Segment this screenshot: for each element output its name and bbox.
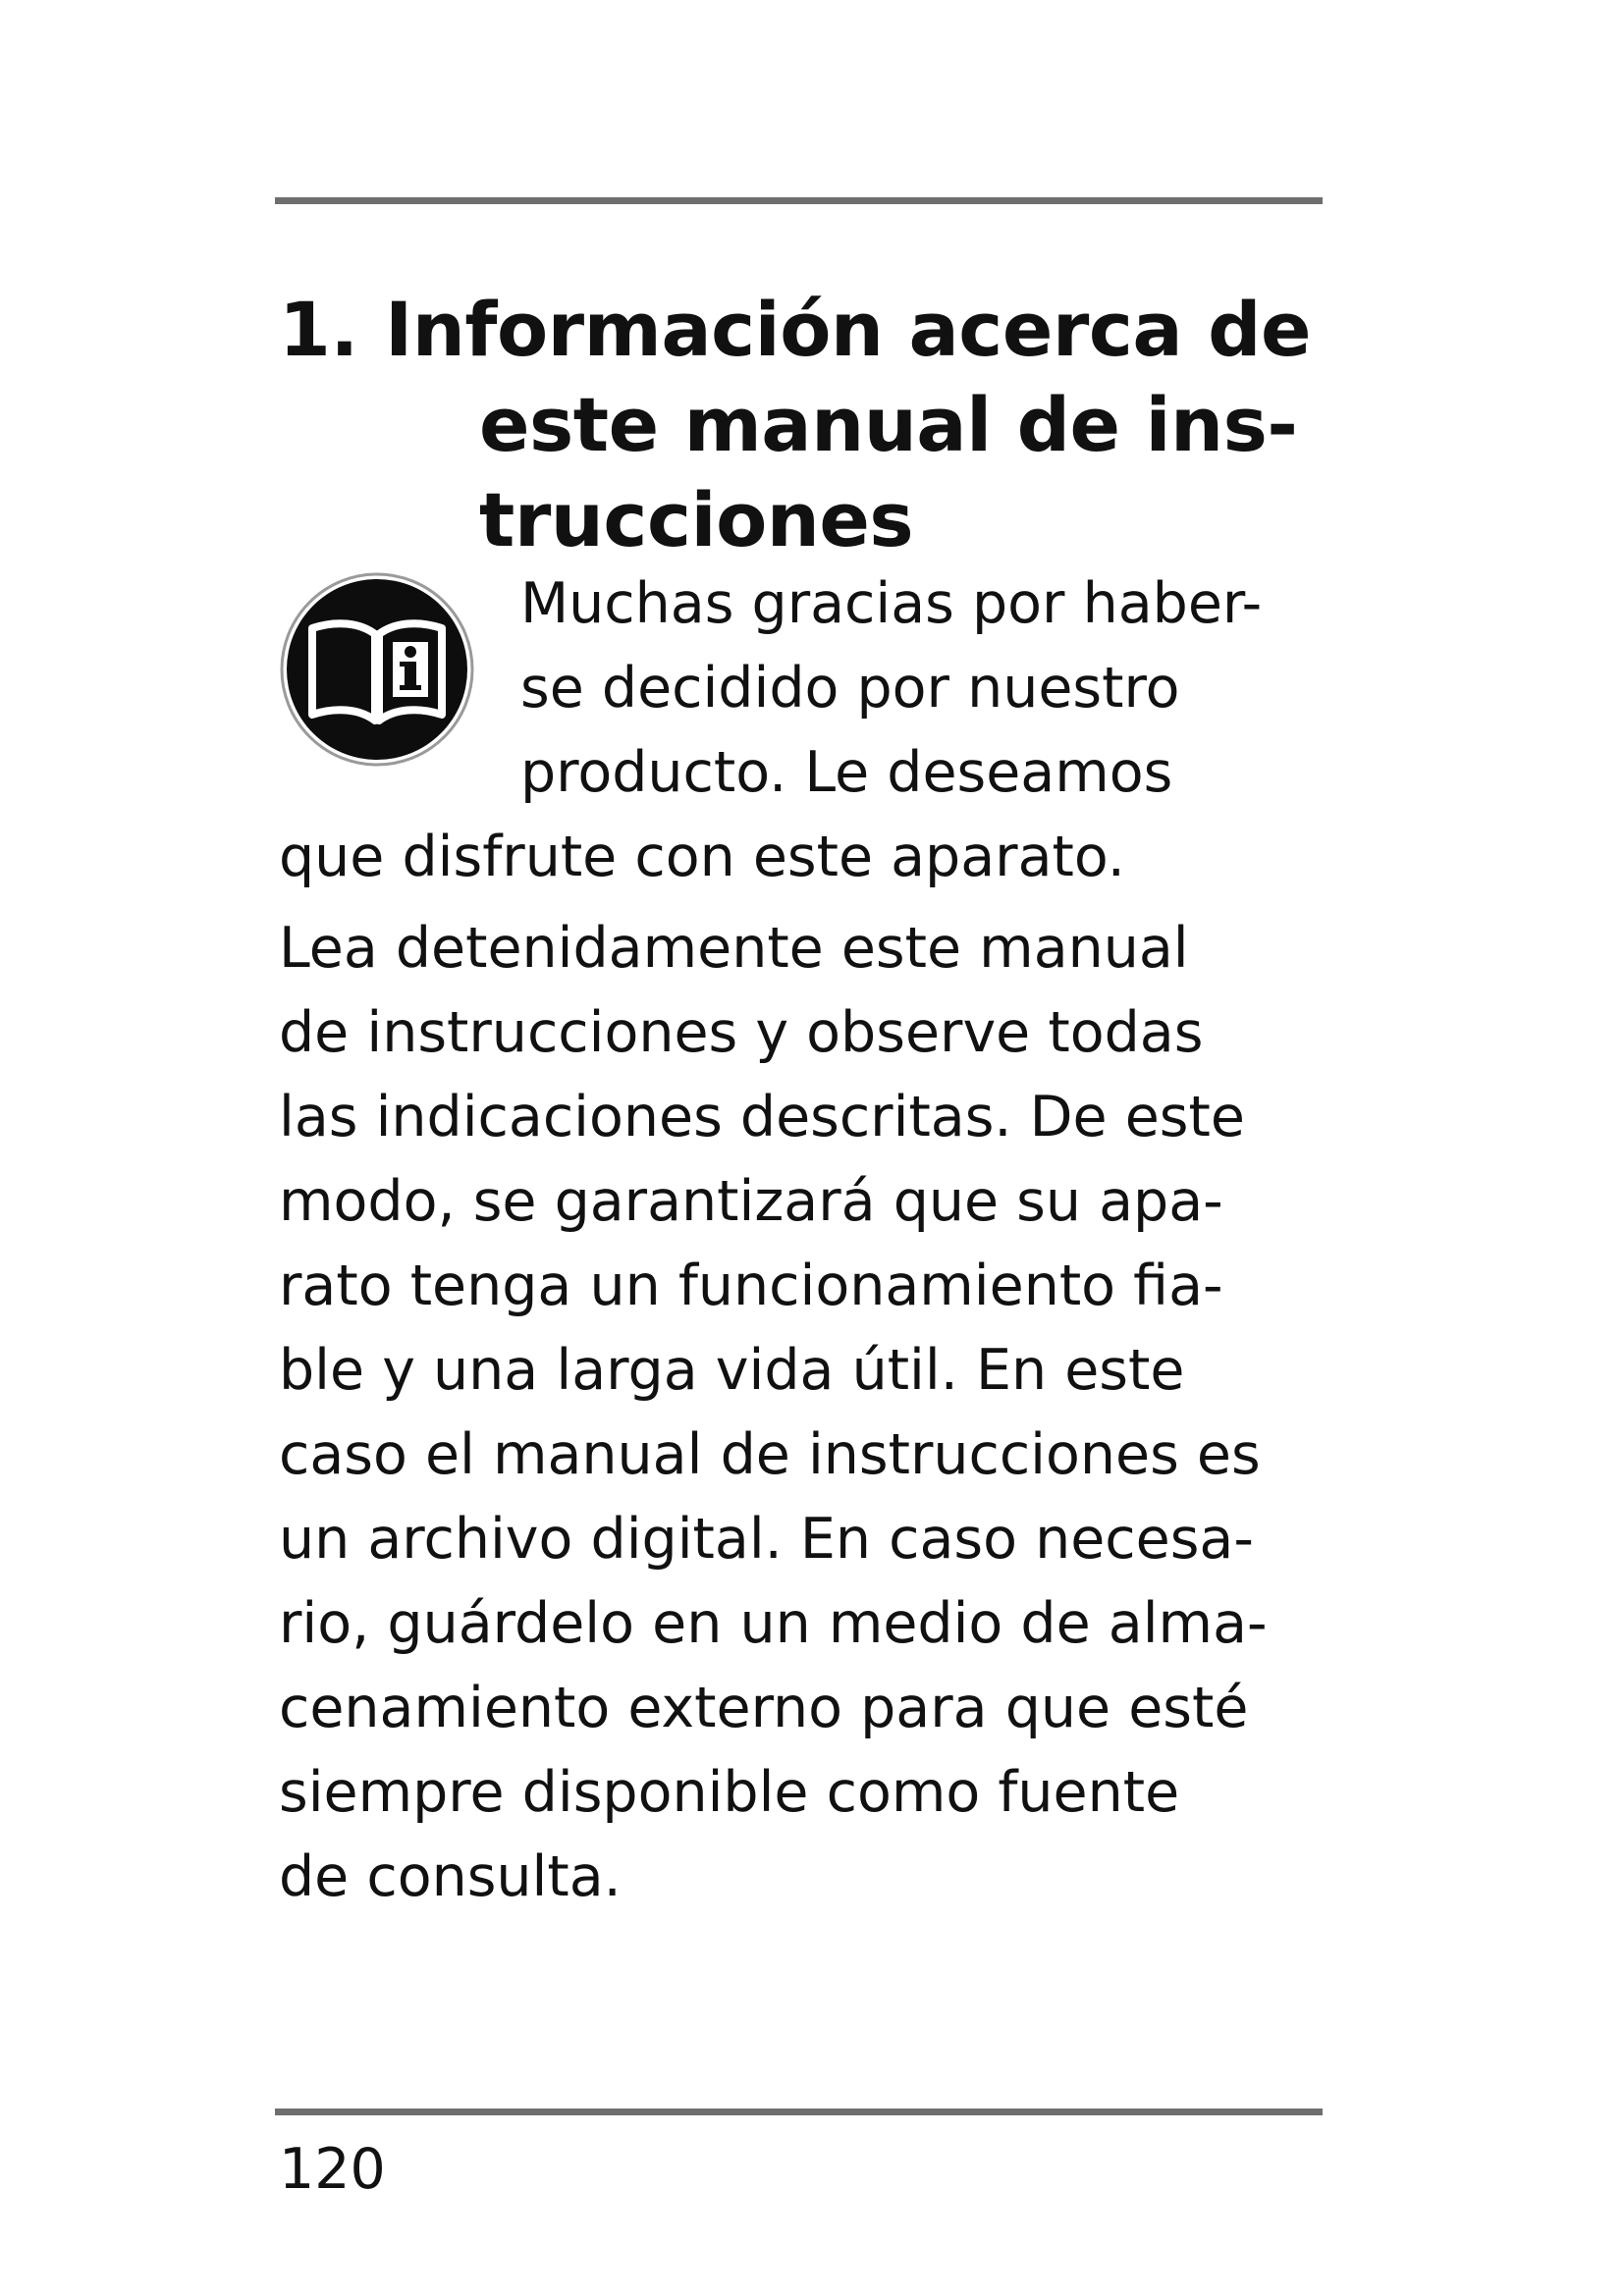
instructions-paragraph	[279, 906, 1323, 1919]
top-divider	[275, 197, 1323, 204]
paragraph-line: ble y una larga vida útil. En este	[279, 1338, 1185, 1403]
paragraph-line: las indicaciones descritas. De este	[279, 1085, 1245, 1149]
bottom-divider	[275, 2109, 1323, 2115]
section-number: 1.	[279, 285, 358, 373]
paragraph-line: de consulta.	[279, 1844, 622, 1909]
section-title-line: trucciones	[479, 475, 914, 563]
intro-paragraph	[279, 561, 1323, 899]
paragraph-line: modo, se garantizará que su apa-	[279, 1169, 1223, 1234]
intro-line: Muchas gracias por haber-	[520, 571, 1263, 636]
intro-line: se decidido por nuestro	[520, 656, 1180, 721]
section-heading	[279, 282, 1323, 567]
page-number: 120	[279, 2137, 386, 2202]
intro-line: que disfrute con este aparato.	[279, 825, 1125, 889]
paragraph-line: de instrucciones y observe todas	[279, 1000, 1204, 1065]
paragraph-line: siempre disponible como fuente	[279, 1760, 1180, 1825]
paragraph-line: cenamiento externo para que esté	[279, 1676, 1249, 1740]
paragraph-line: rio, guárdelo en un medio de alma-	[279, 1591, 1268, 1656]
paragraph-line: Lea detenidamente este manual	[279, 916, 1189, 981]
intro-line: producto. Le deseamos	[520, 740, 1173, 805]
paragraph-line: un archivo digital. En caso necesa-	[279, 1507, 1254, 1572]
section-title-line: este manual de ins-	[479, 380, 1298, 468]
paragraph-line: caso el manual de instrucciones es	[279, 1422, 1261, 1487]
section-title-line: Información acerca de	[385, 285, 1312, 373]
paragraph-line: rato tenga un funcionamiento fia-	[279, 1254, 1223, 1318]
